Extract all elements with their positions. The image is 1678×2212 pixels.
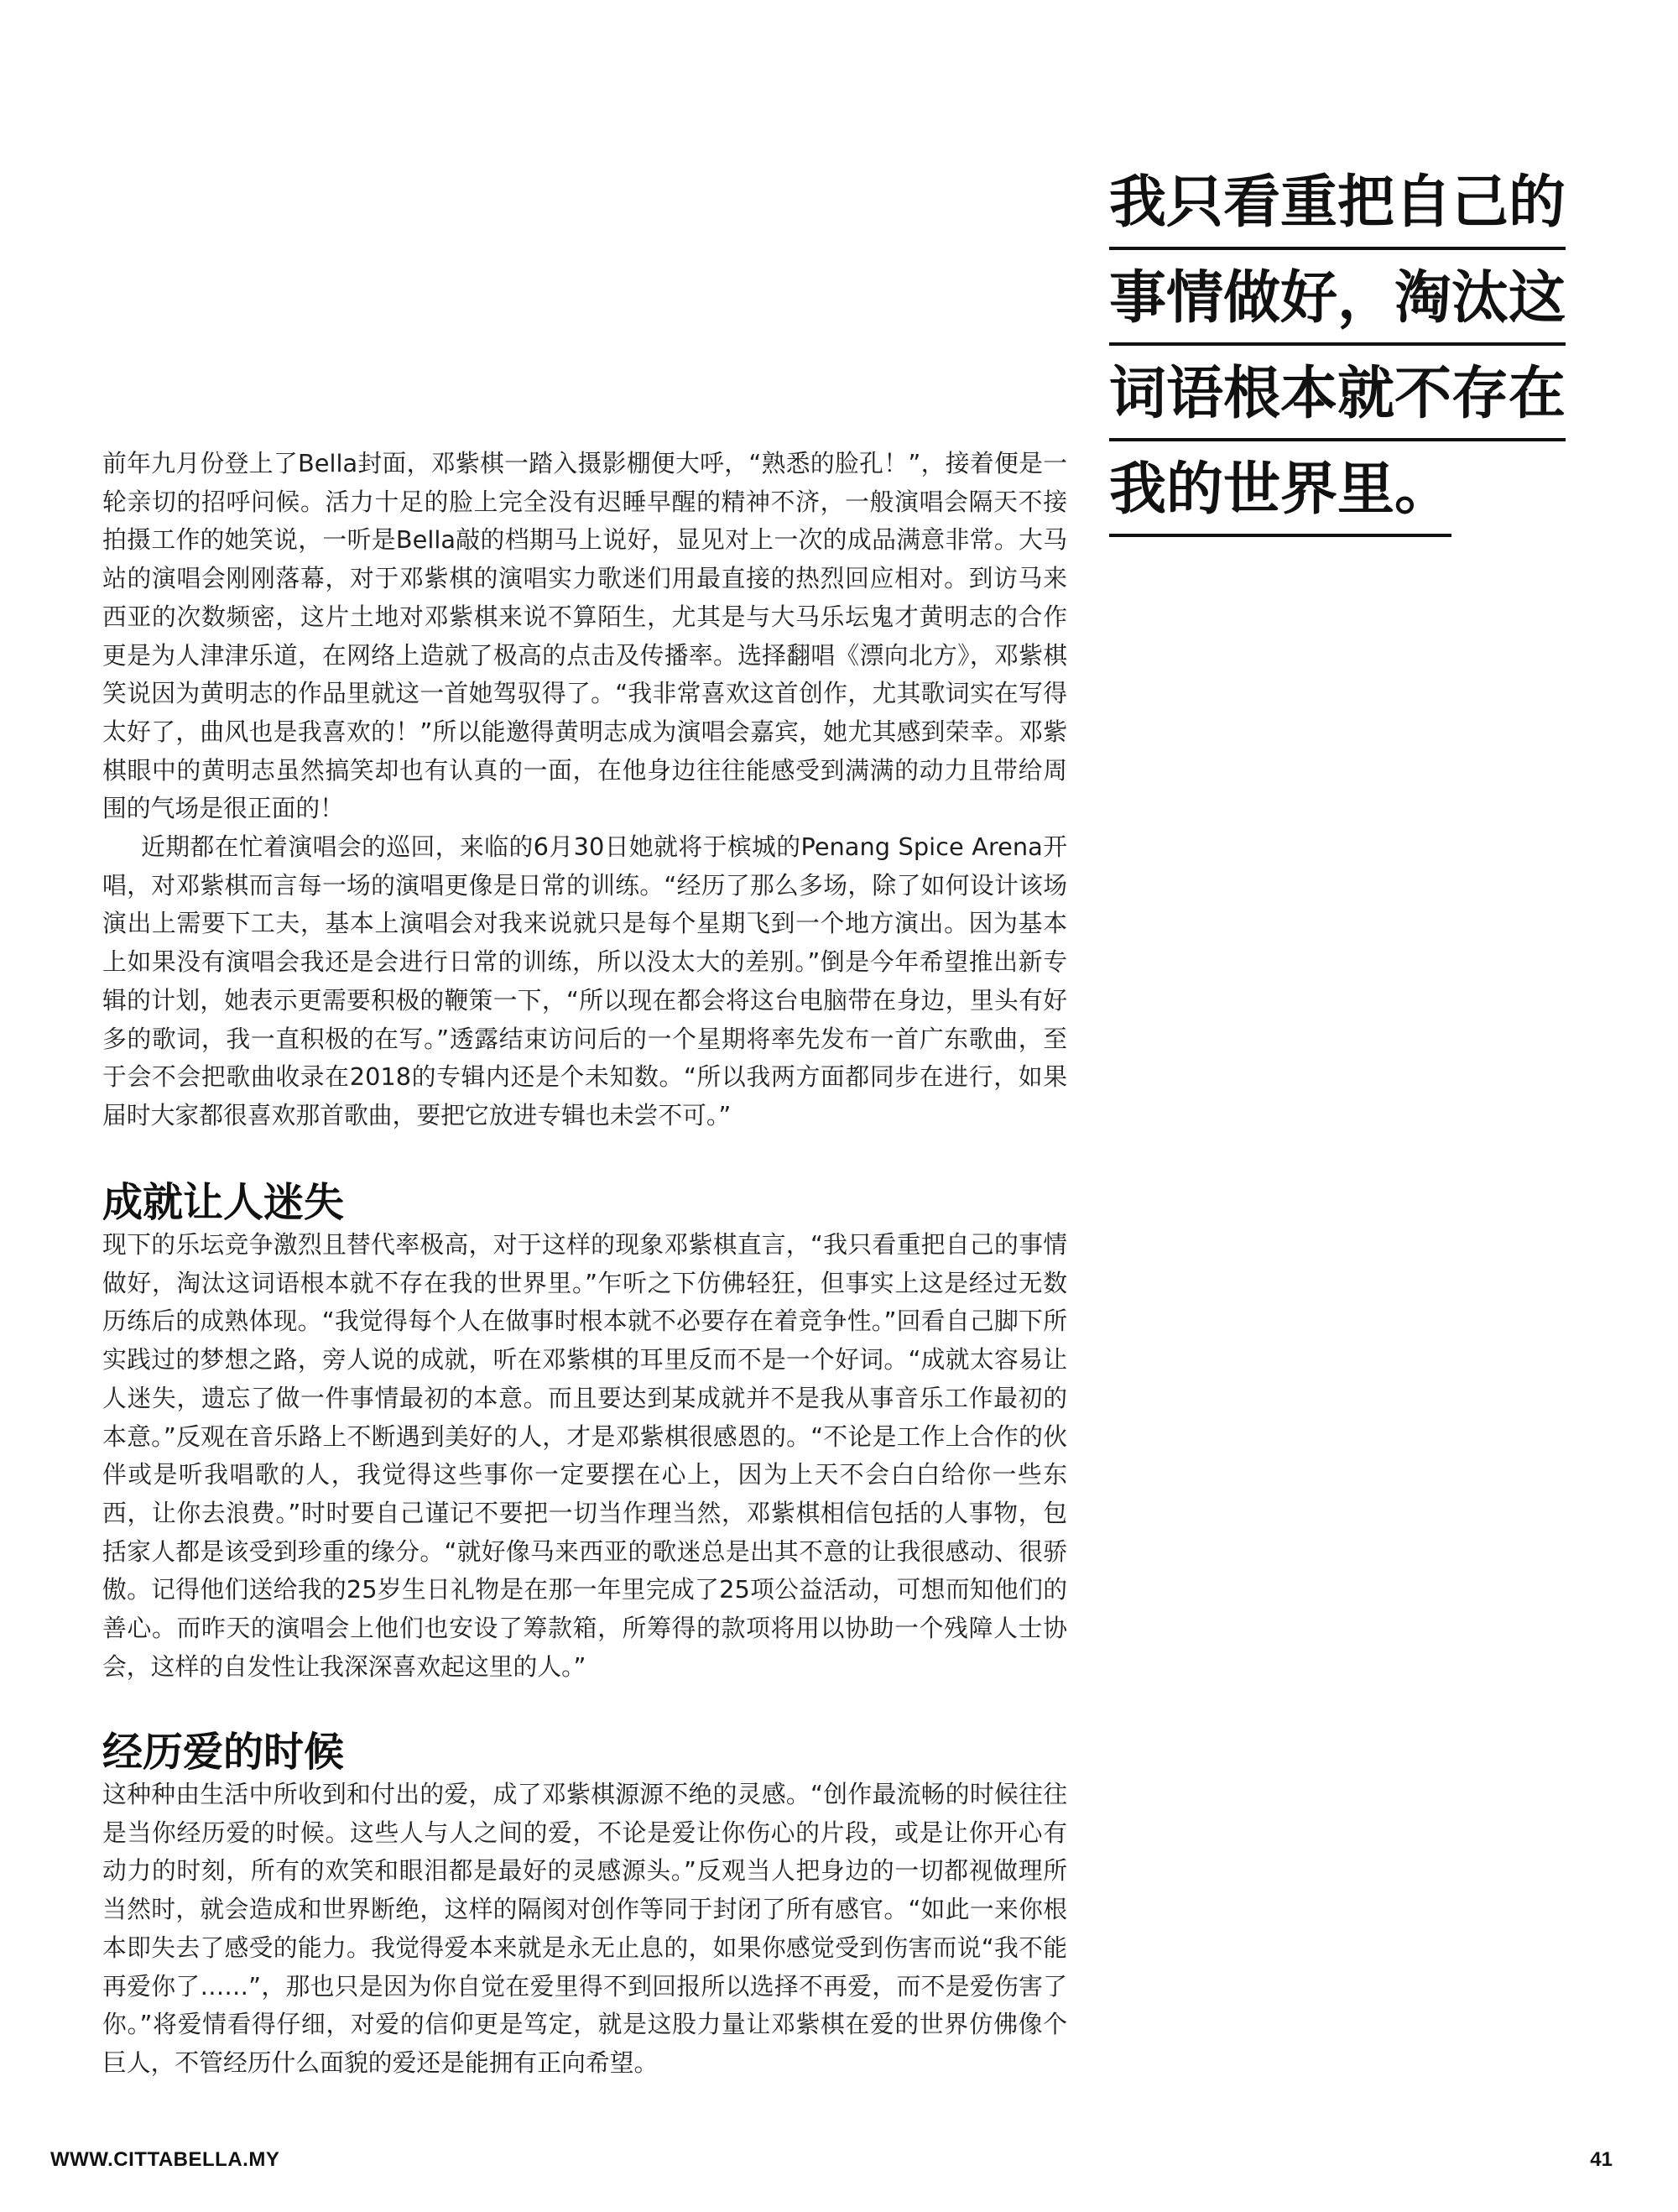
section-heading: 成就让人迷失 <box>102 1179 345 1226</box>
section-paragraph: 现下的乐坛竞争激烈且替代率极高，对于这样的现象邓紫棋直言，“我只看重把自己的事情做好，淘汰这词语根本就不存在我的世界里。”乍听之下仿佛轻狂，但事实上这是经过无数历练后的成熟体现。“我觉得每个人在做事时根本就不必要存在着竞争性。”回看自己脚下所实践过的梦想之路，旁人说的成就，听在邓紫棋的耳里反而不是一个好词。“成就太容易让人迷失，遗忘了做一件事情最初的本意。而且要达到某成就并不是我从事音乐工作最初的本意。”反观在音乐路上不断遇到美好的人，才是邓紫棋很感恩的。“不论是工作上合作的伙伴或是听我唱歌的人，我觉得这些事你一定要摆在心上，因为上天不会白白给你一些东西，让你去浪费。”时时要自己谨记不要把一切当作理当然，邓紫棋相信包括的人事物，包括家人都是该受到珍重的缘分。“就好像马来西亚的歌迷总是出其不意的让我很感动、很骄傲。记得他们送给我的25岁生日礼物是在那一年里完成了25项公益活动，可想而知他们的善心。而昨天的演唱会上他们也安设了筹款箱，所筹得的款项将用以协助一个残障人士协会，这样的自发性让我深深喜欢起这里的人。” <box>102 1230 1067 1681</box>
section-paragraph: 这种种由生活中所收到和付出的爱，成了邓紫棋源源不绝的灵感。“创作最流畅的时候往往是当你经历爱的时候。这些人与人之间的爱，不论是爱让你伤心的片段，或是让你开心有动力的时刻，所有的欢笑和眼泪都是最好的灵感源头。”反观当人把身边的一切都视做理所当然时，就会造成和世界断绝，这样的隔阂对创作等同于封闭了所有感官。“如此一来你根本即失去了感受的能力。我觉得爱本来就是永无止息的，如果你感觉受到伤害而说“我不能再爱你了……”，那也只是因为你自觉在爱里得不到回报所以选择不再爱，而不是爱伤害了你。”将爱情看得仔细，对爱的信仰更是笃定，就是这股力量让邓紫棋在爱的世界仿佛像个巨人，不管经历什么面貌的爱还是能拥有正向希望。 <box>102 1780 1067 2077</box>
pull-quote-line: 词语根本就不存在 <box>1109 357 1566 441</box>
section-body <box>102 1776 1067 2083</box>
section-heading: 经历爱的时候 <box>102 1729 345 1776</box>
pull-quote <box>1109 166 1579 549</box>
pull-quote-line: 我的世界里。 <box>1109 453 1451 537</box>
pull-quote-line: 事情做好，淘汰这 <box>1109 262 1566 346</box>
page-number: 41 <box>1590 2148 1613 2171</box>
intro-body <box>102 445 1067 1135</box>
pull-quote-line: 我只看重把自己的 <box>1109 166 1566 250</box>
section-body <box>102 1226 1067 1686</box>
website-url: WWW.CITTABELLA.MY <box>50 2148 280 2171</box>
intro-paragraph: 前年九月份登上了Bella封面，邓紫棋一踏入摄影棚便大呼，“熟悉的脸孔！”，接着便是一轮亲切的招呼问候。活力十足的脸上完全没有迟睡早醒的精神不济，一般演唱会隔天不接拍摄工作的她笑说，一听是Bella敲的档期马上说好，显见对上一次的成品满意非常。大马站的演唱会刚刚落幕，对于邓紫棋的演唱实力歌迷们用最直接的热烈回应相对。到访马来西亚的次数频密，这片土地对邓紫棋来说不算陌生，尤其是与大马乐坛鬼才黄明志的合作更是为人津津乐道，在网络上造就了极高的点击及传播率。选择翻唱《漂向北方》，邓紫棋笑说因为黄明志的作品里就这一首她驾驭得了。“我非常喜欢这首创作，尤其歌词实在写得太好了，曲风也是我喜欢的！”所以能邀得黄明志成为演唱会嘉宾，她尤其感到荣幸。邓紫棋眼中的黄明志虽然搞笑却也有认真的一面，在他身边往往能感受到满满的动力且带给周围的气场是很正面的！ <box>102 449 1067 823</box>
intro-paragraph: 近期都在忙着演唱会的巡回，来临的6月30日她就将于槟城的Penang Spice Arena开唱，对邓紫棋而言每一场的演唱更像是日常的训练。“经历了那么多场，除了如何设计该场演出上需要下工夫，基本上演唱会对我来说就只是每个星期飞到一个地方演出。因为基本上如果没有演唱会我还是会进行日常的训练，所以没太大的差别。”倒是今年希望推出新专辑的计划，她表示更需要积极的鞭策一下，“所以现在都会将这台电脑带在身边，里头有好多的歌词，我一直积极的在写。”透露结束访问后的一个星期将率先发布一首广东歌曲，至于会不会把歌曲收录在2018的专辑内还是个未知数。“所以我两方面都同步在进行，如果届时大家都很喜欢那首歌曲，要把它放进专辑也未尝不可。” <box>102 832 1067 1129</box>
